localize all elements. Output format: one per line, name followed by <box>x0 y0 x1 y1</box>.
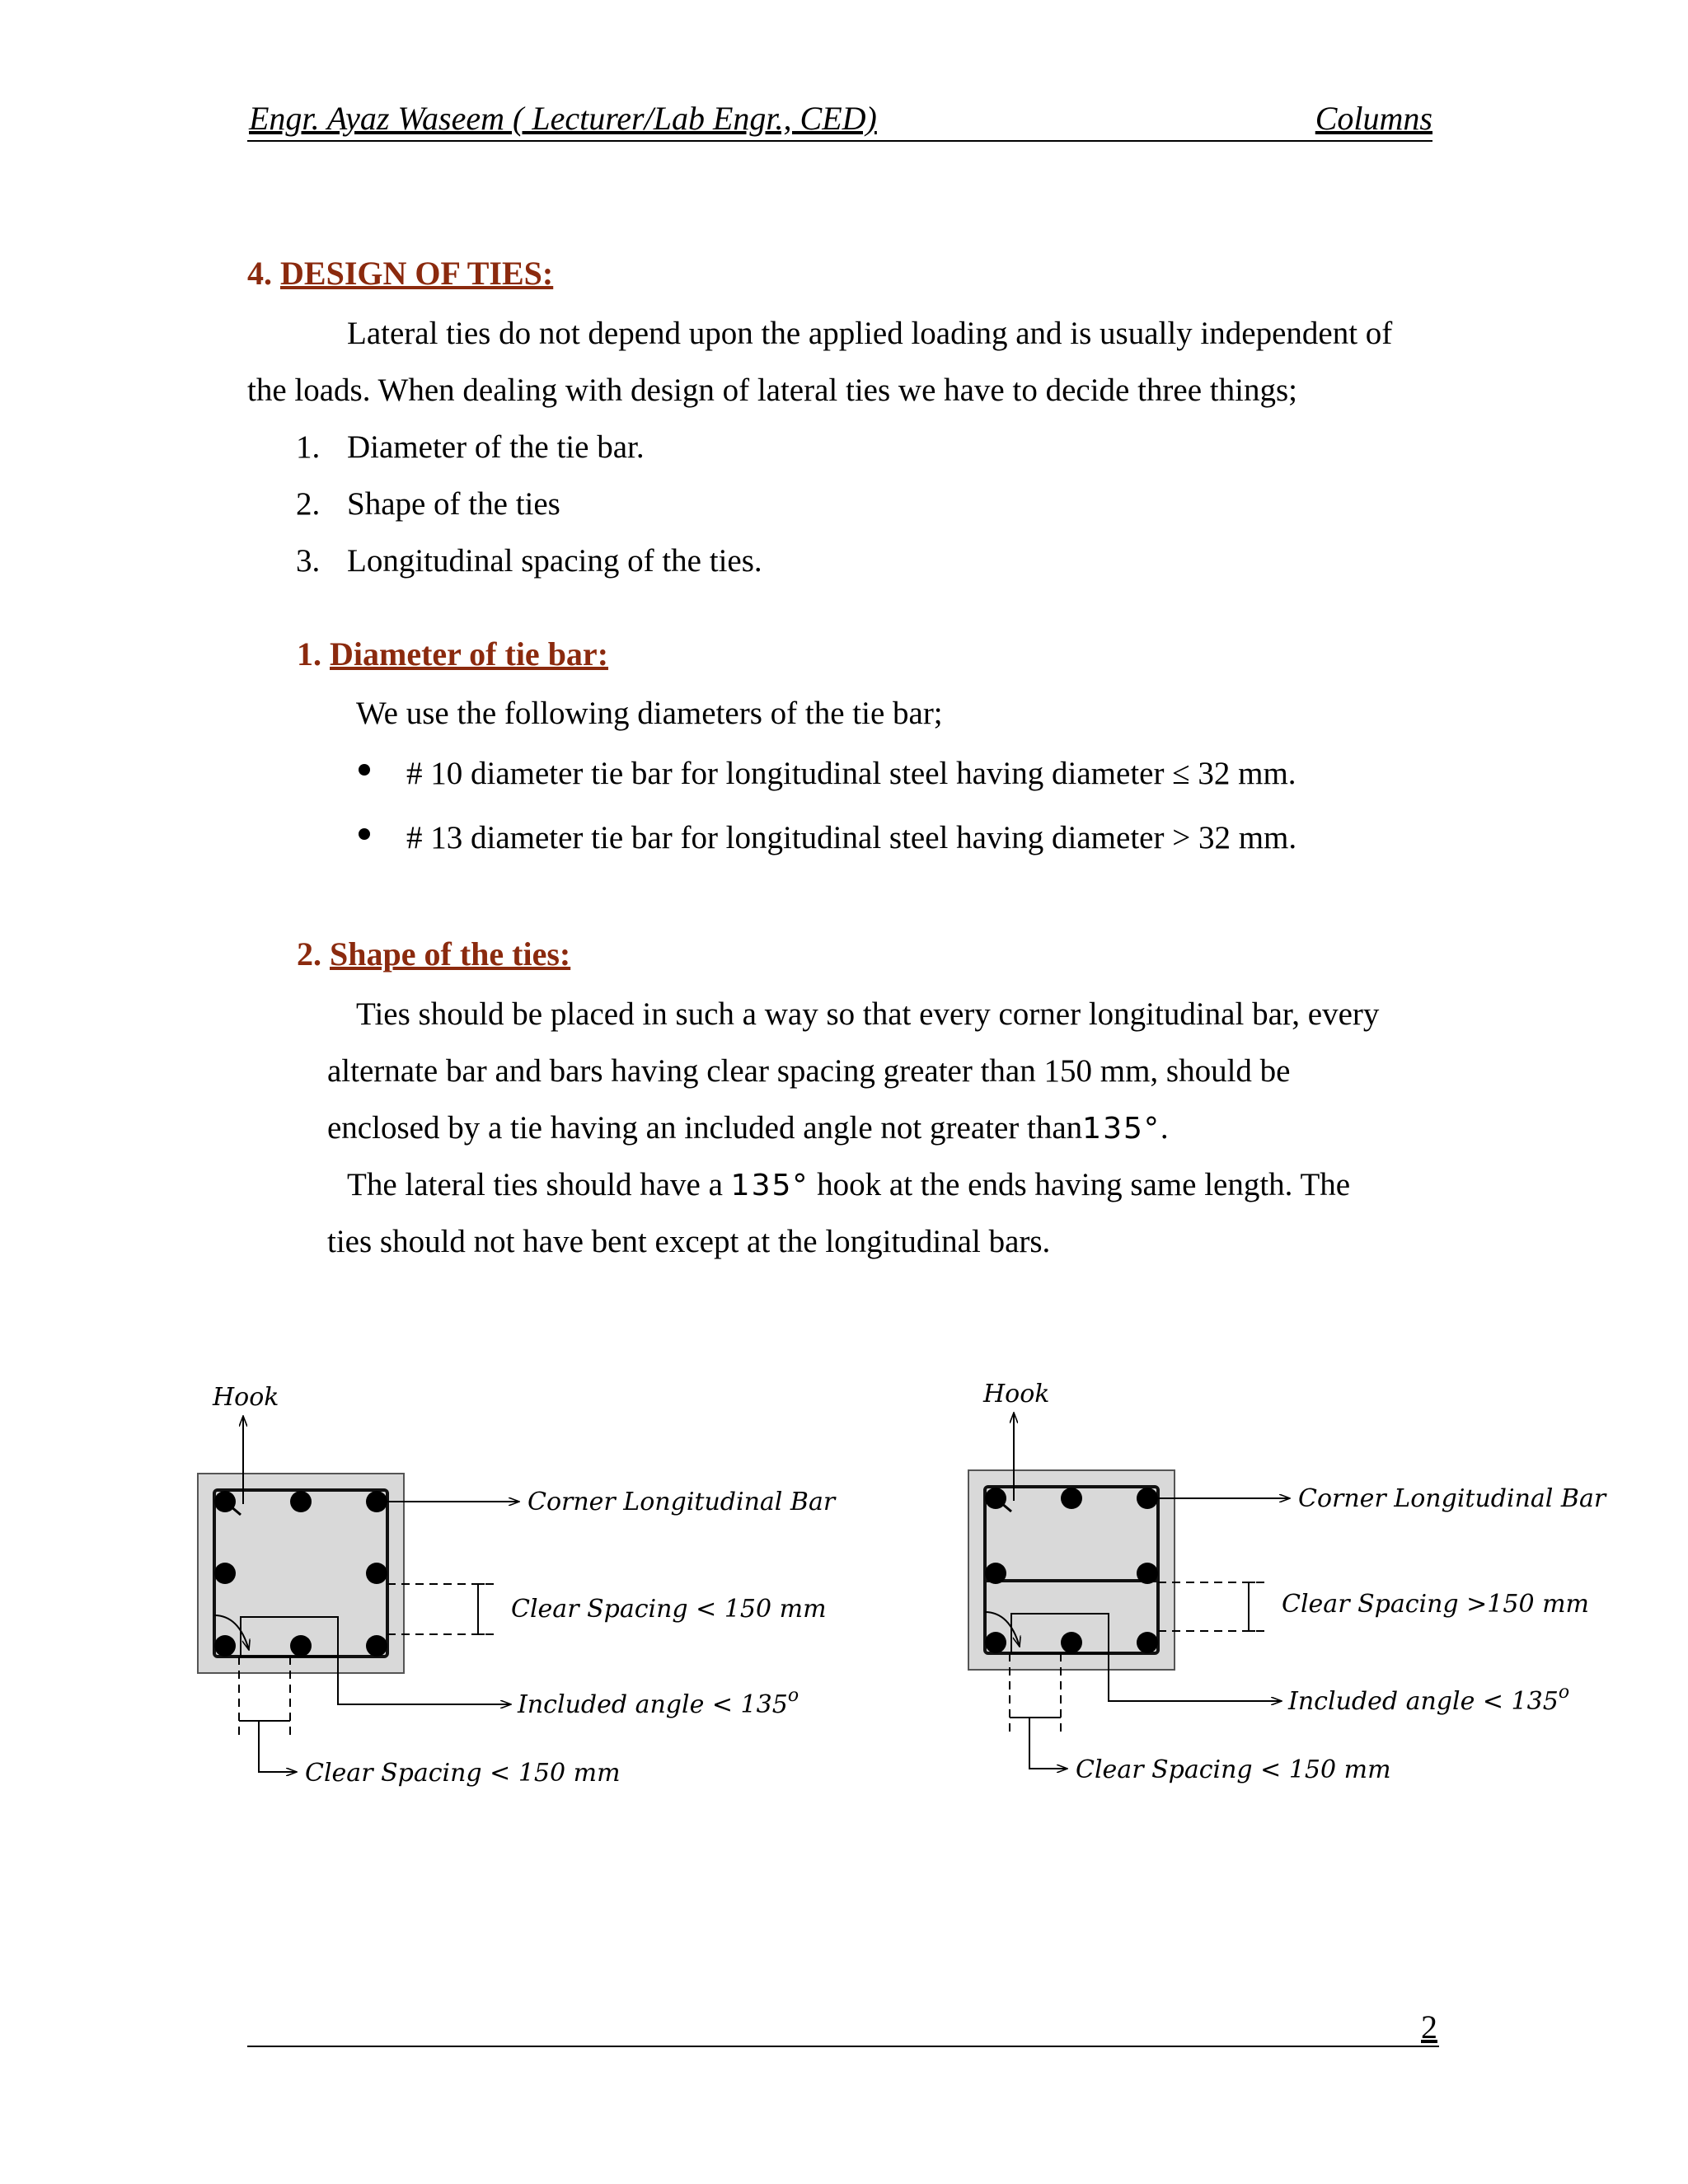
subsection-2-number: 2. <box>297 935 321 972</box>
shape-line-3-text: enclosed by a tie having an included angle not greater than <box>327 1110 1083 1146</box>
section-title: DESIGN OF TIES: <box>280 255 554 292</box>
subsection-2-title: Shape of the ties: <box>330 935 571 972</box>
clear-spacing-bottom-label: Clear Spacing < 150 mm <box>1076 1755 1391 1784</box>
shape-line-4 <box>347 1156 1350 1214</box>
bullet-item-1: # 10 diameter tie bar for longitudinal steel having diameter ≤ 32 mm. <box>406 756 1296 791</box>
corner-bar-label: Corner Longitudinal Bar <box>1298 1484 1606 1513</box>
figure-left <box>181 1368 841 1797</box>
figure-right <box>952 1365 1611 1793</box>
angle-value-2: 135° <box>730 1169 809 1202</box>
list-item-3: Longitudinal spacing of the ties. <box>347 543 762 579</box>
intro-line-1: Lateral ties do not depend upon the applied loading and is usually independent of <box>347 316 1393 351</box>
angle-value: 135° <box>1082 1112 1160 1146</box>
shape-line-2: alternate bar and bars having clear spacing greater than 150 mm, should be <box>327 1053 1291 1089</box>
section-heading <box>247 254 553 293</box>
clear-spacing-side-label: Clear Spacing >150 mm <box>1282 1590 1589 1619</box>
shape-line-4-end: hook at the ends having same length. The <box>809 1167 1351 1202</box>
header-author: Engr. Ayaz Waseem ( Lecturer/Lab Engr., CED) <box>249 100 877 137</box>
list-number-1: 1. <box>296 429 321 465</box>
shape-line-3 <box>327 1099 1169 1157</box>
list-item-2: Shape of the ties <box>347 486 560 522</box>
shape-line-1: Ties should be placed in such a way so that every corner longitudinal bar, every <box>356 996 1380 1032</box>
subsection-2-heading <box>297 935 570 973</box>
header-chapter: Columns <box>1315 100 1432 137</box>
footer-rule <box>247 2046 1439 2047</box>
shape-line-5: ties should not have bent except at the longitudinal bars. <box>327 1224 1051 1259</box>
included-angle-label: Included angle < $135^o$ <box>518 1685 799 1719</box>
section-number: 4. <box>247 255 272 292</box>
subsection-1-number: 1. <box>297 635 321 673</box>
list-number-2: 2. <box>296 486 321 522</box>
bullet-dot-2 <box>359 828 370 840</box>
subsection-1-title: Diameter of tie bar: <box>330 635 609 673</box>
corner-bar-label: Corner Longitudinal Bar <box>528 1488 836 1516</box>
subsection-1-heading <box>297 635 608 673</box>
bullet-item-2: # 13 diameter tie bar for longitudinal steel having diameter > 32 mm. <box>406 820 1297 855</box>
clear-spacing-side-label: Clear Spacing < 150 mm <box>511 1595 827 1624</box>
intro-line-2: the loads. When dealing with design of lateral ties we have to decide three things; <box>247 373 1297 408</box>
included-angle-label: Included angle < $135^o$ <box>1288 1682 1570 1716</box>
subsection-1-intro: We use the following diameters of the tie bar; <box>356 696 943 731</box>
bullet-dot-1 <box>359 764 370 776</box>
hook-label: Hook <box>213 1383 279 1412</box>
shape-line-3-end: . <box>1160 1110 1169 1146</box>
list-number-3: 3. <box>296 543 321 579</box>
shape-line-4-text: The lateral ties should have a <box>347 1167 731 1202</box>
page-number: 2 <box>1421 2008 1437 2046</box>
list-item-1: Diameter of the tie bar. <box>347 429 645 465</box>
page-header <box>247 97 1432 142</box>
clear-spacing-bottom-label: Clear Spacing < 150 mm <box>305 1759 621 1788</box>
hook-label: Hook <box>983 1380 1050 1408</box>
